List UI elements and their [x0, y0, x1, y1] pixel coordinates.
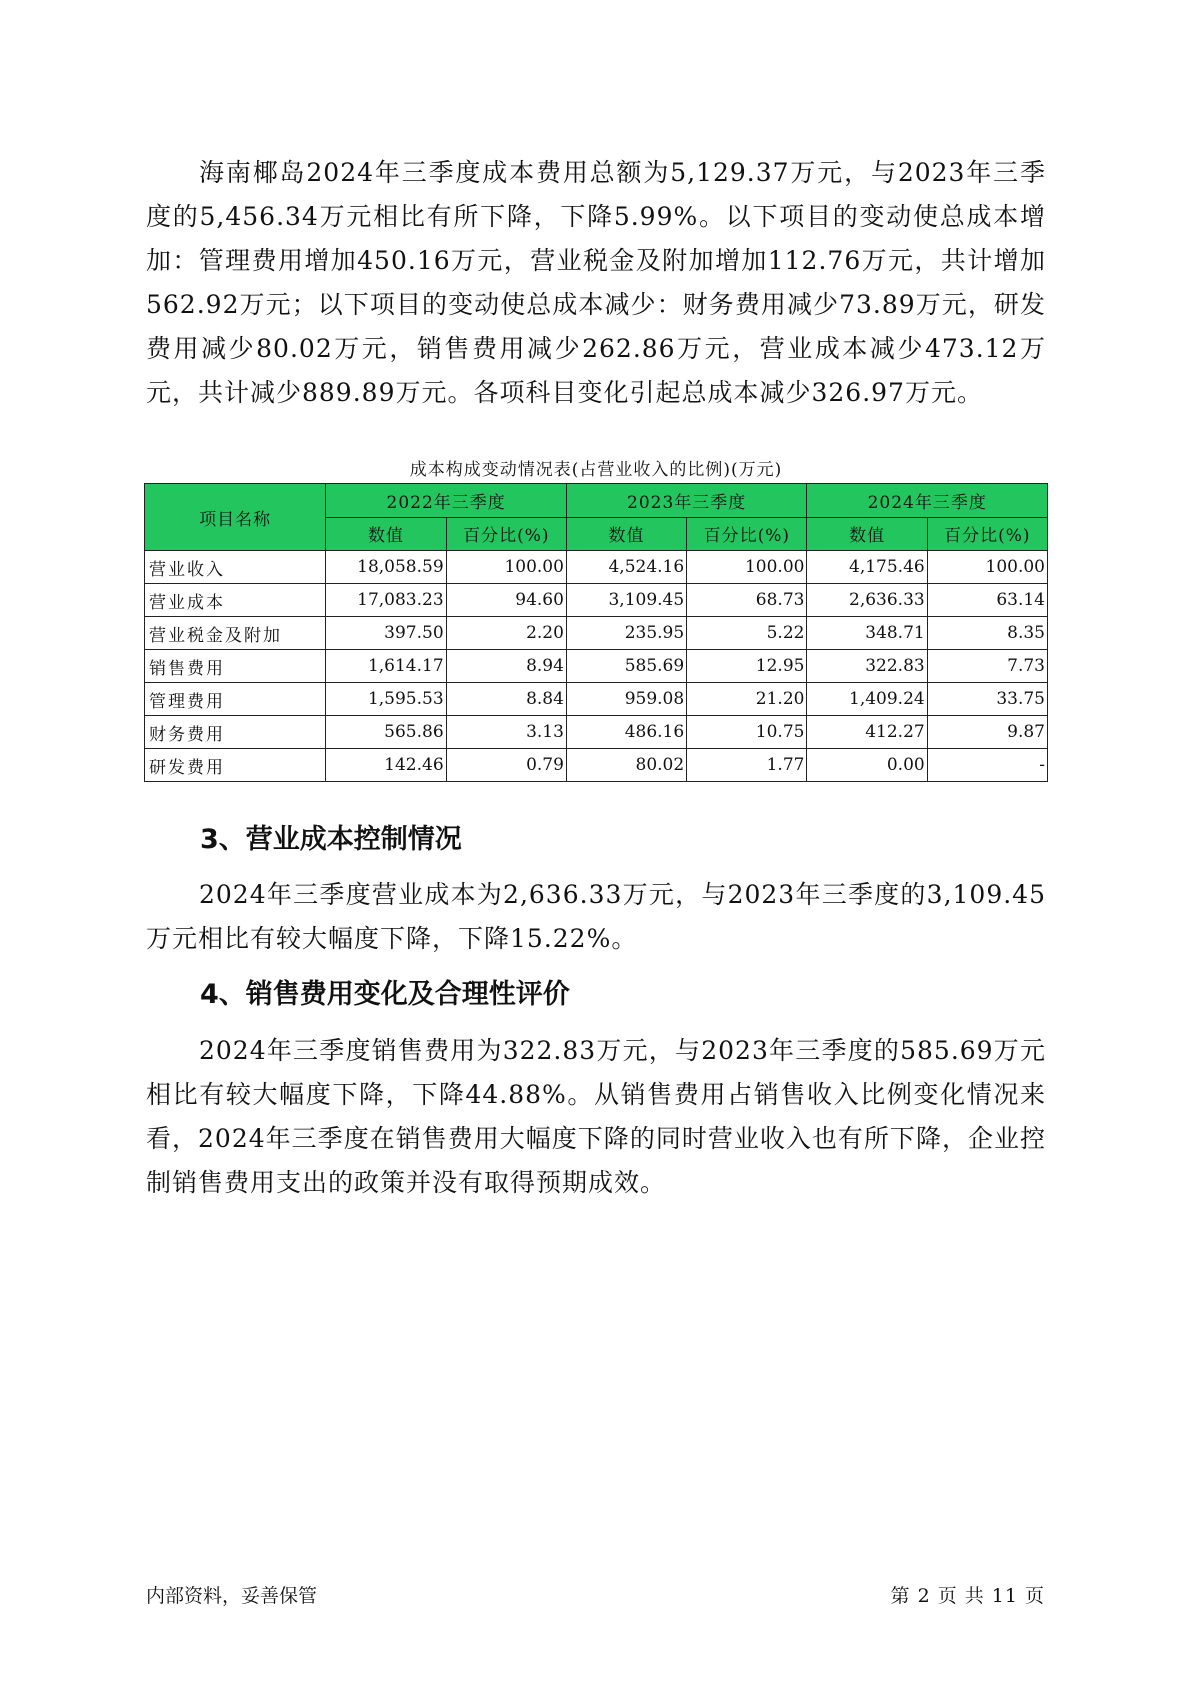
cell-percent: -	[927, 749, 1047, 782]
cell-value: 397.50	[326, 617, 446, 650]
cell-value: 959.08	[566, 683, 686, 716]
cell-value: 4,175.46	[807, 551, 927, 584]
paragraph-operating-cost: 2024年三季度营业成本为2,636.33万元，与2023年三季度的3,109.45万元相比有较大幅度下降，下降15.22%。	[146, 880, 1046, 953]
column-header-percent: 百分比(%)	[446, 517, 566, 551]
cell-percent: 3.13	[446, 716, 566, 749]
column-header-value: 数值	[326, 517, 446, 551]
cell-percent: 10.75	[687, 716, 807, 749]
cell-value: 80.02	[566, 749, 686, 782]
cell-percent: 0.79	[446, 749, 566, 782]
cell-value: 486.16	[566, 716, 686, 749]
cell-percent: 100.00	[446, 551, 566, 584]
row-label: 营业税金及附加	[145, 617, 326, 650]
cell-value: 0.00	[807, 749, 927, 782]
row-label: 销售费用	[145, 650, 326, 683]
cell-percent: 12.95	[687, 650, 807, 683]
cell-percent: 33.75	[927, 683, 1047, 716]
section-heading-sales-expense: 4、销售费用变化及合理性评价	[200, 979, 570, 1010]
column-header-value: 数值	[807, 517, 927, 551]
cell-value: 142.46	[326, 749, 446, 782]
cell-percent: 68.73	[687, 584, 807, 617]
cell-value: 1,614.17	[326, 650, 446, 683]
cell-percent: 8.94	[446, 650, 566, 683]
cell-value: 1,409.24	[807, 683, 927, 716]
row-label: 财务费用	[145, 716, 326, 749]
table-row	[145, 716, 1048, 749]
cell-value: 565.86	[326, 716, 446, 749]
cell-percent: 5.22	[687, 617, 807, 650]
table-row	[145, 584, 1048, 617]
column-header-percent: 百分比(%)	[927, 517, 1047, 551]
cell-percent: 21.20	[687, 683, 807, 716]
cell-percent: 100.00	[927, 551, 1047, 584]
table-row	[145, 650, 1048, 683]
cost-structure-table	[144, 483, 1048, 782]
column-header-period: 2023年三季度	[566, 484, 807, 518]
cell-percent: 8.35	[927, 617, 1047, 650]
cell-value: 1,595.53	[326, 683, 446, 716]
column-header-percent: 百分比(%)	[687, 517, 807, 551]
row-label: 管理费用	[145, 683, 326, 716]
cell-percent: 8.84	[446, 683, 566, 716]
column-header-item-name: 项目名称	[145, 484, 326, 551]
cell-value: 348.71	[807, 617, 927, 650]
footer-confidential-note: 内部资料，妥善保管	[146, 1585, 318, 1607]
cell-value: 2,636.33	[807, 584, 927, 617]
cell-percent: 2.20	[446, 617, 566, 650]
cell-value: 585.69	[566, 650, 686, 683]
table-header-row	[145, 484, 1048, 518]
row-label: 营业收入	[145, 551, 326, 584]
cell-value: 17,083.23	[326, 584, 446, 617]
cell-value: 322.83	[807, 650, 927, 683]
cell-percent: 7.73	[927, 650, 1047, 683]
table-row	[145, 749, 1048, 782]
paragraph-sales-expense: 2024年三季度销售费用为322.83万元，与2023年三季度的585.69万元相比有较大幅度下降，下降44.88%。从销售费用占销售收入比例变化情况来看，2024年三季度在销售费用大幅度下降的同时营业收入也有所下降，企业控制销售费用支出的政策并没有取得预期成效。	[146, 1036, 1046, 1197]
table-body	[145, 551, 1048, 782]
row-label: 研发费用	[145, 749, 326, 782]
cell-value: 412.27	[807, 716, 927, 749]
table-row	[145, 551, 1048, 584]
table-caption: 成本构成变动情况表(占营业收入的比例)(万元)	[409, 460, 783, 480]
cell-value: 4,524.16	[566, 551, 686, 584]
paragraph-cost-summary: 海南椰岛2024年三季度成本费用总额为5,129.37万元，与2023年三季度的5,456.34万元相比有所下降，下降5.99%。以下项目的变动使总成本增加：管理费用增加450.16万元，营业税金及附加增加112.76万元，共计增加562.92万元；以下项目的变动使总成本减少：财务费用减少73.89万元，研发费用减少80.02万元，销售费用减少262.86万元，营业成本减少473.12万元，共计减少889.89万元。各项科目变化引起总成本减少326.97万元。	[146, 158, 1046, 407]
cell-value: 3,109.45	[566, 584, 686, 617]
column-header-value: 数值	[566, 517, 686, 551]
row-label: 营业成本	[145, 584, 326, 617]
cell-percent: 100.00	[687, 551, 807, 584]
cell-value: 235.95	[566, 617, 686, 650]
section-heading-operating-cost: 3、营业成本控制情况	[200, 824, 462, 855]
cell-value: 18,058.59	[326, 551, 446, 584]
column-header-period: 2024年三季度	[807, 484, 1048, 518]
table-row	[145, 683, 1048, 716]
cell-percent: 63.14	[927, 584, 1047, 617]
cell-percent: 94.60	[446, 584, 566, 617]
column-header-period: 2022年三季度	[326, 484, 567, 518]
table-row	[145, 617, 1048, 650]
cell-percent: 9.87	[927, 716, 1047, 749]
footer-page-number: 第 2 页 共 11 页	[890, 1585, 1045, 1607]
cell-percent: 1.77	[687, 749, 807, 782]
